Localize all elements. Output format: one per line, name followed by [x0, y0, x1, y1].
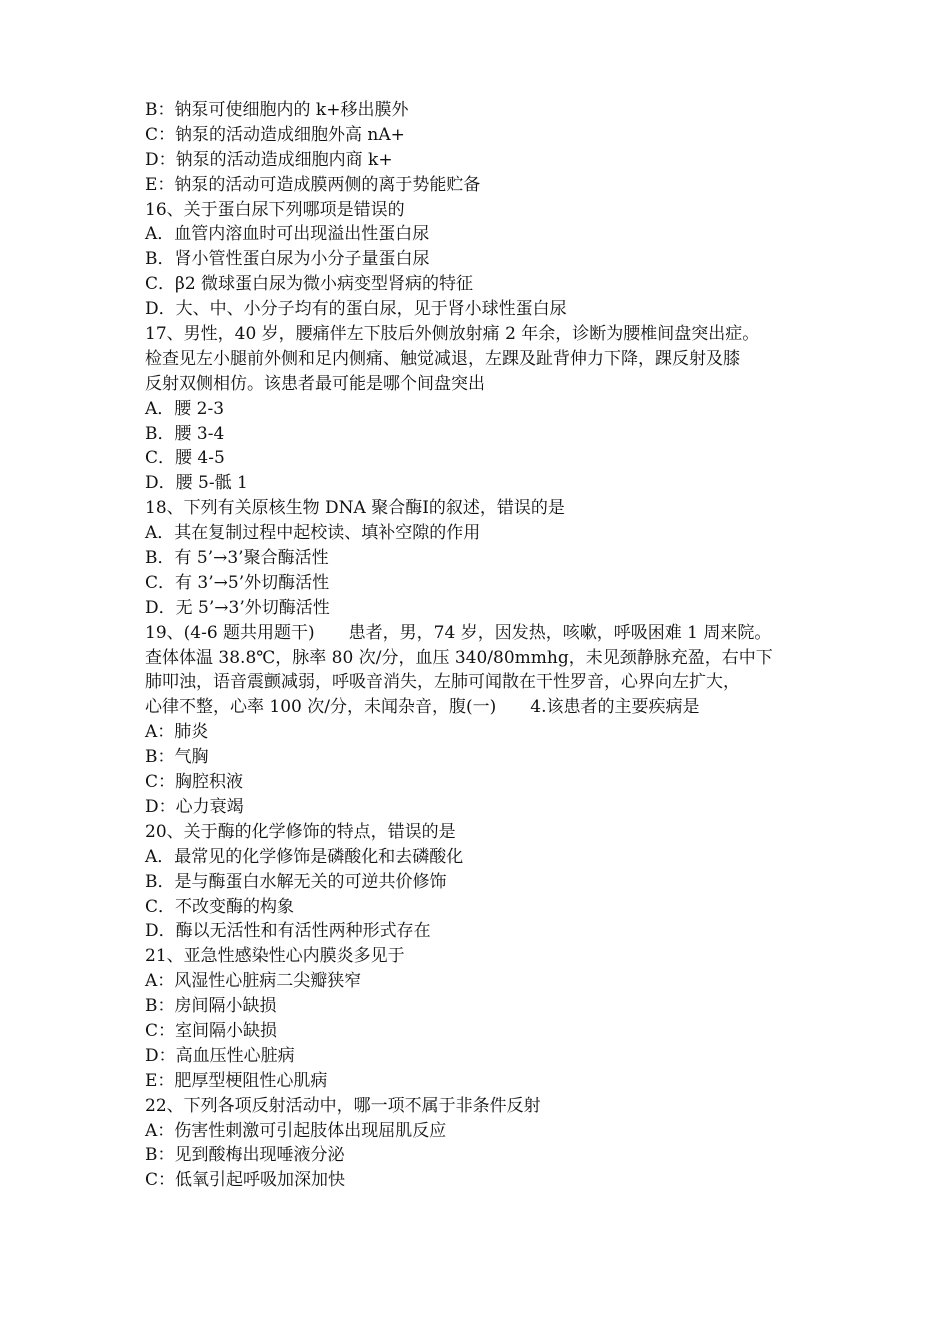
text-line: B：房间隔小缺损: [145, 996, 277, 1017]
text-line: C．β2 微球蛋白尿为微小病变型肾病的特征: [145, 274, 474, 295]
text-line: C：室间隔小缺损: [145, 1020, 278, 1041]
text-line: D．大、中、小分子均有的蛋白尿，见于肾小球性蛋白尿: [145, 299, 567, 320]
text-line: A．最常见的化学修饰是磷酸化和去磷酸化: [145, 846, 464, 867]
text-line: 检查见左小腿前外侧和足内侧痛、触觉减退，左踝及趾背伸力下降，踝反射及膝: [145, 348, 740, 369]
text-line: A：风湿性心脏病二尖瓣狭窄: [145, 971, 362, 992]
text-line: C：钠泵的活动造成细胞外高 nA+: [145, 124, 405, 145]
text-line: C．不改变酶的构象: [145, 896, 295, 917]
text-line: A．其在复制过程中起校读、填补空隙的作用: [145, 523, 481, 544]
text-line: E：钠泵的活动可造成膜两侧的离于势能贮备: [145, 174, 481, 195]
text-line: 心律不整，心率 100 次/分，未闻杂音，腹(一) 4.该患者的主要疾病是: [145, 697, 700, 718]
text-line: D．腰 5-骶 1: [145, 473, 248, 494]
text-line: B．是与酶蛋白水解无关的可逆共价修饰: [145, 871, 447, 892]
question-heading: 19、(4-6 题共用题干) 患者，男，74 岁，因发热，咳嗽，呼吸困难 1 周来院。: [145, 622, 772, 643]
text-line: A：伤害性刺激可引起肢体出现屈肌反应: [145, 1120, 447, 1141]
text-line: A．腰 2-3: [145, 398, 225, 419]
question-heading: 17、男性，40 岁，腰痛伴左下肢后外侧放射痛 2 年余，诊断为腰椎间盘突出症。: [145, 324, 760, 345]
text-line: 反射双侧相仿。该患者最可能是哪个间盘突出: [145, 373, 485, 394]
text-line: B．肾小管性蛋白尿为小分子量蛋白尿: [145, 249, 430, 270]
text-line: E：肥厚型梗阻性心肌病: [145, 1070, 328, 1091]
text-line: B．腰 3-4: [145, 423, 225, 444]
document-text-body: [145, 98, 835, 1193]
text-line: C：低氧引起呼吸加深加快: [145, 1170, 346, 1191]
text-line: D：钠泵的活动造成细胞内商 k+: [145, 149, 393, 170]
text-line: C：胸腔积液: [145, 772, 244, 793]
text-line: 肺叩浊，语音震颤减弱，呼吸音消失，左肺可闻散在干性罗音，心界向左扩大，: [145, 672, 740, 693]
text-line: B：见到酸梅出现唾液分泌: [145, 1145, 345, 1166]
question-heading: 20、关于酶的化学修饰的特点，错误的是: [145, 821, 456, 842]
text-line: B：气胸: [145, 747, 209, 768]
text-line: A．血管内溶血时可出现溢出性蛋白尿: [145, 224, 430, 245]
question-heading: 18、下列有关原核生物 DNA 聚合酶Ⅰ的叙述，错误的是: [145, 498, 565, 519]
text-line: B．有 5’→3’聚合酶活性: [145, 548, 329, 569]
question-heading: 22、下列各项反射活动中，哪一项不属于非条件反射: [145, 1095, 541, 1116]
text-line: C．有 3’→5’外切酶活性: [145, 572, 330, 593]
text-line: D．酶以无活性和有活性两种形式存在: [145, 921, 431, 942]
text-line: A：肺炎: [145, 722, 209, 743]
text-line: B：钠泵可使细胞内的 k+移出膜外: [145, 100, 409, 120]
text-line: C．腰 4-5: [145, 448, 225, 469]
text-line: D：心力衰竭: [145, 796, 244, 817]
question-heading: 21、亚急性感染性心内膜炎多见于: [145, 946, 405, 967]
text-line: D：高血压性心脏病: [145, 1045, 295, 1066]
text-line: 查体体温 38.8℃，脉率 80 次/分，血压 340/80mmhg，未见颈静脉充盈，右中下: [145, 647, 773, 668]
text-line: D．无 5’→3’外切酶活性: [145, 597, 330, 618]
question-heading: 16、关于蛋白尿下列哪项是错误的: [145, 199, 405, 220]
